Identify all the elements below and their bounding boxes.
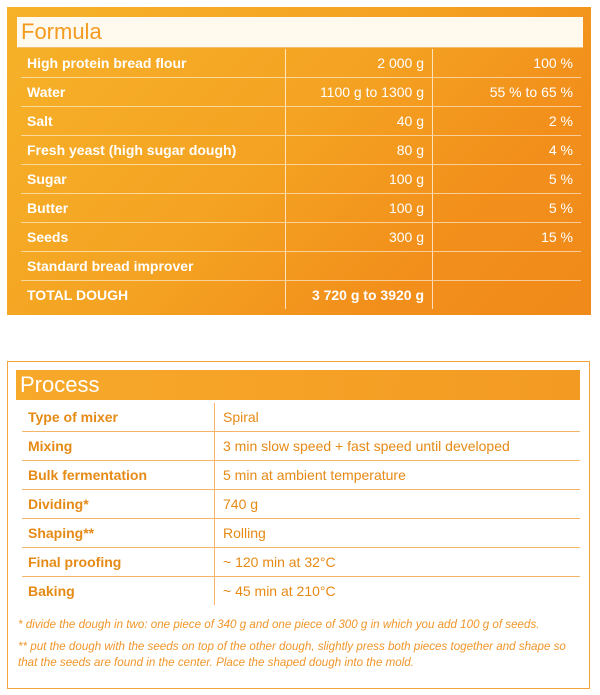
table-row (21, 252, 581, 281)
step-label: Bulk fermentation (22, 461, 215, 490)
ingredient-quantity: 80 g (286, 136, 433, 165)
table-row (21, 107, 581, 136)
ingredient-name: Standard bread improver (21, 252, 286, 281)
ingredient-quantity: 300 g (286, 223, 433, 252)
ingredient-name: Sugar (21, 165, 286, 194)
ingredient-percent: 15 % (433, 223, 582, 252)
table-row (22, 432, 580, 461)
ingredient-percent: 100 % (433, 49, 582, 78)
table-row (21, 49, 581, 78)
table-row (22, 403, 580, 432)
table-row (21, 223, 581, 252)
step-value: Rolling (215, 519, 581, 548)
table-row (22, 548, 580, 577)
step-label: Type of mixer (22, 403, 215, 432)
step-value: ~ 45 min at 210°C (215, 577, 581, 606)
ingredient-percent: 4 % (433, 136, 582, 165)
total-row (21, 281, 581, 310)
ingredient-name: Seeds (21, 223, 286, 252)
ingredient-quantity: 100 g (286, 165, 433, 194)
formula-title: Formula (21, 19, 102, 44)
step-value: ~ 120 min at 32°C (215, 548, 581, 577)
table-row (22, 577, 580, 606)
total-percent (433, 281, 582, 310)
table-row (21, 136, 581, 165)
table-row (22, 490, 580, 519)
table-row (21, 78, 581, 107)
process-title: Process (20, 372, 100, 397)
table-row (21, 165, 581, 194)
ingredient-quantity (286, 252, 433, 281)
formula-panel (7, 7, 591, 315)
ingredient-name: Salt (21, 107, 286, 136)
ingredient-quantity: 40 g (286, 107, 433, 136)
ingredient-percent: 2 % (433, 107, 582, 136)
ingredient-percent: 5 % (433, 165, 582, 194)
total-quantity: 3 720 g to 3920 g (286, 281, 433, 310)
ingredient-name: Water (21, 78, 286, 107)
ingredient-name: High protein bread flour (21, 49, 286, 78)
step-label: Dividing* (22, 490, 215, 519)
dividing-footnote: * divide the dough in two: one piece of 340 g and one piece of 300 g in which you add 100 g of seeds. (18, 618, 540, 631)
total-label: TOTAL DOUGH (27, 287, 129, 303)
process-notes (18, 617, 584, 677)
table-row (22, 461, 580, 490)
ingredient-quantity: 100 g (286, 194, 433, 223)
step-label: Mixing (22, 432, 215, 461)
process-table (22, 403, 580, 605)
process-title-bar (16, 370, 580, 400)
ingredient-percent: 5 % (433, 194, 582, 223)
step-value: 3 min slow speed + fast speed until developed (215, 432, 581, 461)
table-row (22, 519, 580, 548)
ingredient-percent: 55 % to 65 % (433, 78, 582, 107)
step-label: Final proofing (22, 548, 215, 577)
table-row (21, 194, 581, 223)
step-value: 740 g (215, 490, 581, 519)
step-value: 5 min at ambient temperature (215, 461, 581, 490)
process-panel (7, 361, 590, 689)
step-value: Spiral (215, 403, 581, 432)
ingredient-name: Butter (21, 194, 286, 223)
ingredient-name: Fresh yeast (high sugar dough) (21, 136, 286, 165)
shaping-footnote: ** put the dough with the seeds on top of the other dough, slightly press both pieces together and shape so that the seeds are found in the center. Place the shaped dough into the mold. (18, 640, 566, 669)
step-label: Baking (28, 583, 75, 599)
ingredient-quantity: 2 000 g (286, 49, 433, 78)
step-label: Shaping** (22, 519, 215, 548)
ingredient-percent (433, 252, 582, 281)
formula-table (21, 49, 581, 309)
ingredient-quantity: 1100 g to 1300 g (286, 78, 433, 107)
formula-title-bar (17, 17, 583, 48)
